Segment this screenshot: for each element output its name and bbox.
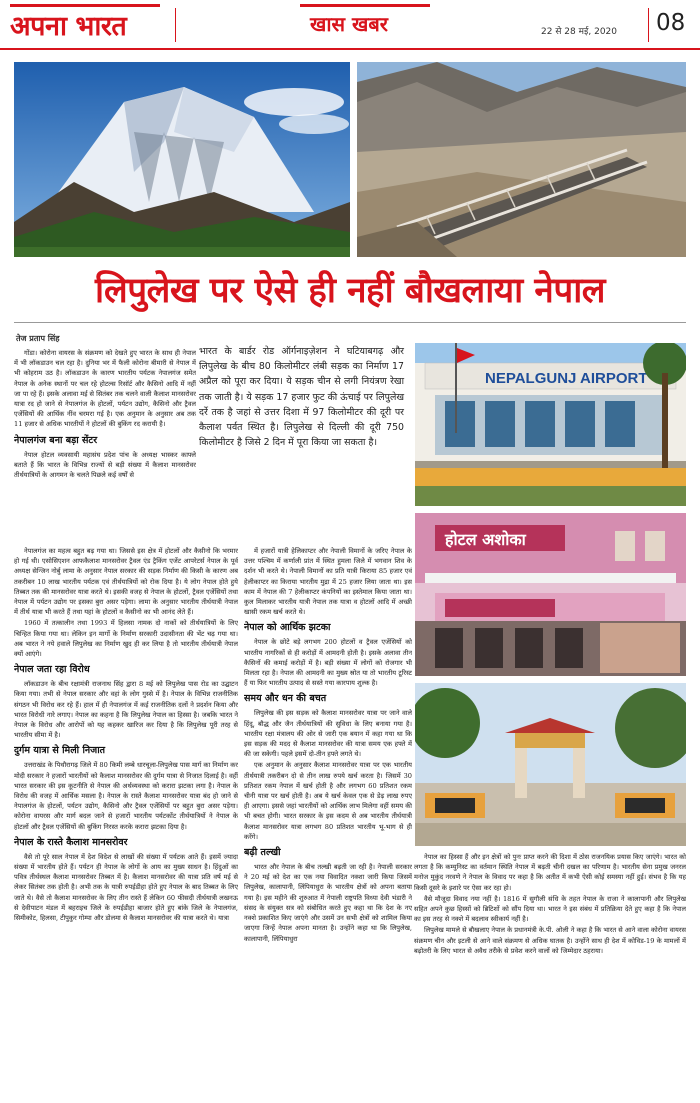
- subheading: दुर्गम यात्रा से मिली निजात: [14, 745, 106, 757]
- section-title: खास खबर: [310, 12, 388, 36]
- subheading: समय और धन की बचत: [244, 693, 327, 705]
- byline: तेज प्रताप सिंह: [16, 334, 60, 343]
- hotel-ashoka-photo: [415, 513, 686, 676]
- subheading: नेपाल को आर्थिक झटका: [244, 622, 331, 634]
- issue-date: 22 से 28 मई, 2020: [541, 27, 617, 37]
- paragraph: 1960 में तत्कालीन तथा 1993 में हिलसा नामक दो नाकों को तीर्थयात्रियों के लिए चिन्हित किया गया था। लेकिन इन मार्गो के निर्माण सरकारी उदासीनता की भेंट चढ़ गया था। अब भारत ने नये हवाले लिपुलेख का निर्माण खुद ही कर लिया है तो भारतीय तीर्थयात्री नेपाल क्यों आएंगे।: [14, 619, 238, 659]
- paragraph: वैसे तो पूरे साल नेपाल में देश विदेश से लाखों की संख्या में पर्यटक आते हैं। इसमें ज्यादा संख्या में भारतीय होते हैं। पर्यटन ही नेपाल के लोगों के आय का मुख्य साधन है। हिंदुओं का पवित्र तीर्थस्थल कैलाश मानसरोवर तिब्बत में है। कैलाश मानसरोवर की यात्रा प्रति वर्ष मई से लेकर सितंबर तक होती है। अभी तक के यात्री रुपईडीहा होते हुए नेपाल के बाद तिब्बत के लिए जाते थे। वैसे तो कैलाश मानसरोवर के लिए तीन रास्ते हैं लेकिन 60 फीसदी तीर्थयात्री लखनऊ से देवीपाटन मंडल में बहराइच जिले के रुपईडीहा बाजार होते हुए बांके जिले के नेपालगंज, सिमीकोट, हिलसा, टीपुकुर गोम्पा और डोलमा से कैलाश मानसरोवर की यात्रा करते थे। यात्रा: [14, 852, 238, 923]
- article-column-1b: [14, 546, 238, 1096]
- paragraph: उत्तराखंड के पिथौरागढ़ जिले में 80 किमी लम्बे धारचूला-लिपुलेख पास मार्ग का निर्माण कर मोदी सरकार ने हजारों भारतीयों को कैलाश मानसरोवर की दुर्गम यात्रा से निजात दिलाई है। वहीं भारत सरकार की इस कूटनीति से नेपाल की अर्थव्यवस्था को करारा झटका लगा है। नेपाल के विरोध की वजह में आर्थिक मसला है। नेपाल के रास्ते कैलाश मानसरोवर यात्रा बंद हो जाने से नेपालगंज के होटलों, पर्यटन उद्योग, कैसिनो और ट्रैवल एजेंसियों पर बहुत बुरा असर पड़ेगा। कोरोना वायरस और मार्ग बदल जाने से हजारों भारतीय पर्यटकोंट तीर्थयात्रियों ने नेपाल के होटलों और ट्रैवल एजेंसियों की बुकिंग निरस्त करके करारा झटका दिया है।: [14, 761, 238, 831]
- paragraph: एक अनुमान के अनुसार कैलाश मानसरोवर यात्रा पर एक भारतीय तीर्थयात्री तकरीबन दो से तीन लाख रुपये खर्च करता है। जिसमें 30 प्रतिशत रकम नेपाल में खर्च होती है और लगभग 60 प्रतिशत रकम चीनी यात्रा पर खर्च होती है। अब ये खर्च केवल एक से डेढ़ लाख रुपए ही आएगा। इससे जहां भारतीयों को आर्थिक लाभ मिलेगा वहीं समय की भी बचत होगी। भारत सरकार के इस कदम से अब भारतीय तीर्थयात्री कैलाश मानसरोवर यात्रा लगभग 80 प्रतिशत भारतीय भू-भाग से ही करेंगे।: [244, 761, 412, 841]
- masthead: [0, 0, 700, 50]
- airport-sign-text: NEPALGUNJ AIRPORT: [485, 370, 648, 387]
- paragraph: लिपुलेख मामले से बौखलाए नेपाल के प्रधानमंत्री के.पी. ओली ने कहा है कि भारत से आने वाला कोरोना वायरस संक्रमण चीन और इटली से आने वाले संक्रमण से अधिक घातक है। उन्होंने साथ ही देश में कोविड-19 के मामलों में बढ़ोतरी के लिए भारत से अवैध तरीके से प्रवेश करने वालों को जिम्मेदार ठहराया।: [414, 926, 686, 955]
- paragraph: गोंडा। कोरोना वायरस के संक्रमण को देखते हुए भारत के साथ ही नेपाल में भी लॉकडाउन चल रहा है। दुनिया भर में फैली कोरोना बीमारी से नेपाल में भी कोहराम उठ है। लॉकडाउन के कारण भारतीय पर्यटक नेपालगंज समेत नेपाल के अनेक स्थानों पर चल रहे होटल्स रिसॉर्ट और कैसिनो आदि में नहीं जा पा रहे हैं। इसके अलावा मई से सितंबर तक चलने वाली कैलाश मानसरोवर यात्रा रद हो जाने से नेपालगंज के होटलों, पर्यटन उद्योग, कैसिनो और ट्रैवल एजेंसियों की आर्थिक नींव चरमरा गई है। एक अनुमान के अनुसार अब तक 11 हजार से अधिक भारतीयों ने होटलों की बुकिंग रद करायी है।: [14, 349, 196, 429]
- divider: [175, 8, 176, 42]
- main-headline: लिपुलेख पर ऐसे ही नहीं बौखलाया नेपाल: [94, 271, 606, 311]
- subheading: नेपाल जता रहा विरोध: [14, 664, 90, 676]
- paragraph: वैसे मौजूदा विवाद नया नहीं है। 1816 में सुगौली संधि के तहत नेपाल के राजा ने कालापानी और लिपुलेख सहित अपने कुछ हिस्सों को ब्रिटिशों को सौंप दिया था। भारत ने इस संबंध में प्रतिक्रिया देते हुए कहा है कि नेपाल का इस तरह से नक्शे में बदलाव स्वीकार्य नहीं है।: [414, 894, 686, 924]
- article-column-1a: [14, 348, 196, 542]
- nepalgunj-airport-photo: [415, 343, 686, 506]
- article-column-3: [414, 852, 686, 1096]
- kailash-mountain-photo: [14, 62, 350, 257]
- hotel-sign-text: होटल अशोका: [445, 530, 526, 549]
- paragraph: लॉकडाउन के बीच रक्षामंत्री राजनाथ सिंह द्वारा 8 मई को लिपुलेख पास रोड का उद्घाटन किया गया। तभी से नेपाल सरकार और वहां के लोग गुस्से में है। नेपाल के विभिन्न राजनीतिक संगठन भी विरोध कर रहे हैं। हाल में ही नेपालगंज में कई राजनीतिक दलों ने प्रदर्शन किया और भारत विरोधी नारे लगाए। नेपाल का कहना है कि लिपुलेख नेपाल का हिस्सा है। जबकि भारत ने नेपाल के विरोध और आरोपों को यह कहकर खारिज कर दिया है कि लिपुलेख पूरी तरह से भारतीय सीमा में है।: [14, 680, 238, 740]
- page-number: 08: [656, 10, 686, 36]
- paragraph: लिपुलेख की इस सड़क को कैलाश मानसरोवर यात्रा पर जाने वाले हिंदू, बौद्ध और जैन तीर्थयात्रियों की सुविधा के लिए बनाया गया है। भारतीय रक्षा मंत्रालय की ओर से जारी एक बयान में कहा गया था कि इस सड़क की मदद से कैलाश मानसरोवर की यात्रा समय एक हफ्ते में की जा सकेगी। पहले इसमें दो-तीन हफ्ते लगते थे।: [244, 709, 412, 759]
- pull-quote: भारत के बार्डर रोड ऑर्गनाइज़ेशन ने घटियाबगढ़ और लिपुलेख के बीच 80 किलोमीटर लंबी सड़क का निर्माण 17 अप्रैल को पूरा कर दिया। ये सड़क चीन से लगी नियंत्रण रेखा तक जाती है। ये सड़क 17 हजार फुट की ऊंचाई पर लिपुलेख दर्रे तक है जहां से उत्तर दिशा में 97 किलोमीटर की दूरी पर कैलाश पर्वत स्थित है। लिपुलेख से दिल्ली की दूरी 750 किलोमीटर है जिसे 2 दिन में पूरा किया जा सकता है।: [199, 346, 404, 449]
- paragraph: नेपालगंज का महत्व बहुत बढ़ गया था। जिससे इस क्षेत्र में होटलों और कैसीनो कि भरमार हो गई थी। एसोसिएशन आफकैलाश मानसरोवर ट्रैवल एंड ट्रैकिंग एजेंट आपरेटर्स नेपाल के पूर्व अध्यक्ष सेन्जिन नोर्बु लामा के अनुसार नेपाल सरकार की सड़क निर्माण की किसी के कारण अब तकरीबन 10 लाख भारतीय पर्यटक एवं तीर्थयात्रियों को रोक दिया है। ये लोग नेपाल होते हुये तिब्बत तक की मानसरोवर यात्रा करते थे। इसकी वजह से नेपाल के होटलों, ट्रैवल एजेंसियों तथा नेपाल में पर्यटन उद्योग पर इसका बुरा असर पड़ेगा। लामा के अनुसार भारतीय तीर्थयात्री नेपाल में तीर्थ यात्रा भी करते हैं तथा यहां के होटलों व कैसीनो का भी आनंद लेते हैं।: [14, 547, 238, 617]
- paragraph: में हजारों यात्री हेलिकाप्टर और नेपाली विमानों के जरिए नेपाल के उत्तर पश्चिम में कर्णाली प्रांत में स्थित हुमला जिले में भगवान शिव के दर्शन भी करते थे। नेपाली विमानों का प्रति यात्री किराया 85 हजार एवं हेलीकाप्टर का किराया भारतीय मुद्रा में 25 हजार लिया जाता था। इस काम में नेपाल की 7 हेलीकाप्टर कंपनियों का इस्तेमाल किया जाता था। कुल मिलाकर भारतीय यात्री नेपाल तक यात्रा व होटलों आदि में अच्छी खासी रकम खर्च करते थे।: [244, 547, 412, 617]
- headline-rule: [14, 322, 686, 323]
- divider: [648, 8, 649, 42]
- subheading: नेपालगंज बना बड़ा सेंटर: [14, 434, 98, 446]
- paragraph: नेपाल का हिस्सा हैं और इन क्षेत्रों को पुनः प्राप्त करने की दिशा में ठोस राजनयिक प्रयास किए जाएंगे। भारत को लगता है कि कम्युनिस्ट का वर्तमान स्थिति नेपाल में बढ़ती चीनी दखल का परिणाम है। भारतीय सेना प्रमुख जनरल मनोज मुकुंद नरवणे ने नेपाल के विवाद पर कहा है कि अतीत में कभी ऐसी कोई समस्या नहीं हुई। संभव है कि यह किसी दूसरे के इशारे पर ऐसा कर रहा हो।: [414, 853, 686, 892]
- border-gate-photo: [415, 683, 686, 846]
- subheading: बढ़ी तल्खी: [244, 847, 281, 859]
- paragraph: नेपाल के छोटे बड़े लगभग 200 होटलों व ट्रैवल एजेंसियों को भारतीय नागरिकों से ही करोड़ों में आमदनी होती है। इसके अलावा तीन कैसिनों की कमाई करोड़ों में है। बड़ी संख्या में लोगों को रोजगार भी मिलता रहा है। नेपाल की आमदनी का मुख्य स्रोत या तो भारतीय टूरिस्ट हैं या फिर भारतीय उत्पाद से सस्ते गया कारपाय शुल्क है।: [244, 638, 412, 688]
- section-rule: [300, 4, 430, 7]
- newspaper-logo: अपना भारत: [10, 11, 127, 42]
- paragraph: नेपाल होटल व्यवसायी महासंघ प्रदेश पांच के अध्यक्ष भास्कर काफ्ले बताते हैं कि भारत के विभिन्न राज्यों से बड़ी संख्या में कैलाश मानसरोवर तीर्थयात्रियों के आगमन के चलते पिछले कई वर्षों से: [14, 450, 196, 480]
- lipulekh-road-bridge-photo: [357, 62, 686, 257]
- article-column-2: [244, 546, 412, 1096]
- subheading: नेपाल के रास्ते कैलाश मानसरोवर: [14, 836, 128, 848]
- paragraph: भारत और नेपाल के बीच तल्खी बढ़ती जा रही है। नेपाली सरकार ने 20 मई को देश का एक नया विवादित नक्शा जारी किया जिसमें लिपुलेख, कालापानी, लिंपियाधुरा के भारतीय क्षेत्रों को अपना बताया गया है। इस महीने की शुरुआत में नेपाली राष्ट्रपति विध्या देवी भंडारी ने संसद के संयुक्त सत्र को संबोधित करते हुए कहा था कि देश के नए नक्शे प्रकाशित किए जाएंगे और उसमें उन सभी क्षेत्रों को शामिल किया जाएगा जिन्हें नेपाल अपना मानता है। उन्होंने कहा था कि लिपुलेख, कालापानी, लिंपियाधुरा: [244, 863, 412, 943]
